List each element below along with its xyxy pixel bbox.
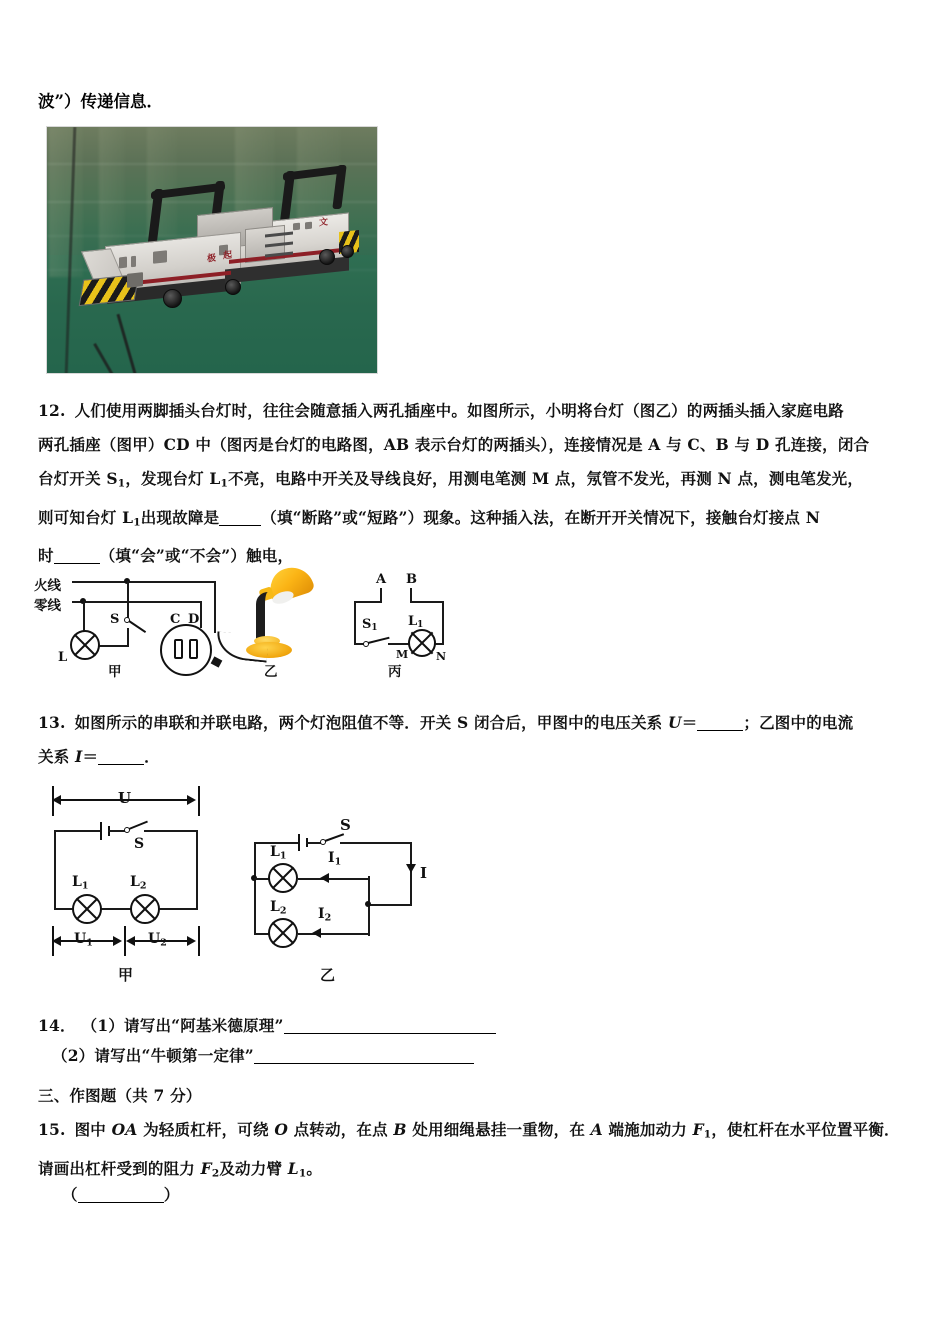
figure-bing-label: 丙: [388, 664, 402, 680]
parallel-lamp-1: [268, 863, 298, 893]
series-lamp-1-label: $L_1$: [72, 874, 89, 892]
point-n-label: N: [436, 650, 447, 663]
switch-s-label: S: [110, 612, 120, 627]
socket-d-label: D: [188, 612, 200, 627]
wall-socket: [160, 624, 212, 676]
lamp-bulb-L: [70, 630, 100, 660]
diagram-13-parallel: [244, 802, 444, 994]
diagram-13-series: [44, 786, 234, 996]
q12-blank-1[interactable]: [219, 525, 261, 526]
lead-text: 波”）传递信息．: [38, 92, 163, 111]
parallel-lamp-1-label: $L_1$: [270, 844, 287, 862]
socket-c-label: C: [170, 612, 181, 627]
voltage-u2-label: $U_2$: [148, 931, 167, 949]
question-14-text: [38, 1011, 738, 1071]
q12-line-4: 则可知台灯 $L_1$出现故障是 （填“断路”或“短路”）现象。这种插入法，在断开开关情况下，接触台灯接点 N: [38, 507, 821, 529]
question-12-text: [38, 394, 918, 573]
q13-blank-i[interactable]: [98, 764, 144, 765]
live-wire-label: 火线: [34, 578, 61, 594]
q14-blank-2[interactable]: [254, 1063, 474, 1064]
figure-jia-label: 甲: [108, 664, 122, 680]
q13-line-1: 如图所示的串联和并联电路，两个灯泡阻值不等．开关 S 闭合后，甲图中的电压关系 U＝ ；乙图中的电流: [74, 713, 854, 732]
neutral-wire-label: 零线: [34, 598, 61, 614]
current-I2-arrow: [312, 928, 321, 938]
total-voltage-U-label: U: [118, 789, 132, 807]
q12-line-2: 两孔插座（图甲）CD 中（图丙是台灯的电路图，AB 表示台灯的两插头），连接情况是 A 与 C、B 与 D 孔连接，闭合: [38, 435, 870, 454]
current-I1-arrow: [320, 873, 329, 883]
point-m-label: M: [396, 648, 409, 661]
q12-line-3: 台灯开关 $S_1$，发现台灯 $L_1$不亮，电路中开关及导线良好，用测电笔测 M 点，氖管不发光，再测 N 点，测电笔发光，: [38, 469, 864, 490]
series-lamp-1: [72, 894, 102, 924]
section-3-heading: 三、作图题（共 7 分）: [38, 1086, 202, 1105]
series-lamp-2: [130, 894, 160, 924]
current-I-arrow: [406, 864, 416, 873]
diagram-12-bing: [348, 572, 468, 680]
q12-number: 12.: [38, 401, 66, 420]
plug-b-label: B: [406, 572, 417, 587]
switch-s-series-label: S: [134, 836, 145, 852]
q14-blank-1[interactable]: [284, 1033, 496, 1034]
q14-item-1: （1）请写出“阿基米德原理”: [82, 1011, 496, 1041]
parallel-lamp-2-label: $L_2$: [270, 899, 287, 917]
question-15-answer-area: （ ）: [62, 1185, 180, 1204]
figure-13-jia-label: 甲: [118, 966, 134, 984]
figure-13-yi-label: 乙: [320, 966, 336, 984]
diagram-12-yi: [228, 566, 336, 678]
figure-yi-label: 乙: [264, 664, 278, 680]
lamp-bulb-L1: [408, 629, 436, 657]
q12-blank-2[interactable]: [54, 563, 100, 564]
q12-line-1: 人们使用两脚插头台灯时，往往会随意插入两孔插座中。如图所示，小明将台灯（图乙）的两插头插入家庭电路: [74, 401, 844, 420]
series-lamp-2-label: $L_2$: [130, 874, 147, 892]
plug-a-label: A: [376, 572, 387, 587]
underwater-vehicle-photo: 极 起 文: [46, 126, 378, 374]
q15-line-2: 请画出杠杆受到的阻力 $F_2$及动力臂 $L_1$。: [38, 1158, 323, 1180]
q15-number: 15.: [38, 1120, 66, 1139]
parallel-lamp-2: [268, 918, 298, 948]
q13-number: 13.: [38, 713, 66, 732]
q15-line-1: 图中 OA 为轻质杠杆，可绕 O 点转动，在点 B 处用细绳悬挂一重物，在 A 端施加动力 $F_1$，使杠杆在水平位置平衡．: [74, 1120, 900, 1141]
q14-item-2: （2）请写出“牛顿第一定律”: [38, 1041, 738, 1071]
current-I1-label: $I_1$: [328, 850, 342, 868]
switch-s-parallel-label: S: [340, 816, 351, 834]
question-13-text: [38, 706, 918, 774]
voltage-u1-label: $U_1$: [74, 931, 93, 949]
q15-answer-blank[interactable]: [78, 1202, 164, 1203]
current-I2-label: $I_2$: [318, 906, 332, 924]
switch-s1-label: $S_1$: [362, 617, 378, 634]
lamp-L1-label: $L_1$: [408, 614, 424, 631]
current-I-label: I: [420, 864, 428, 882]
diagram-12-jia: [34, 568, 234, 680]
q13-blank-u[interactable]: [697, 730, 743, 731]
lamp-L-label: L: [58, 650, 68, 665]
q14-number: 14．: [38, 1016, 76, 1035]
q12-line-5: 时 （填“会”或“不会”）触电，: [38, 546, 294, 566]
q13-line-2: 关系 I＝ ．: [38, 747, 160, 766]
